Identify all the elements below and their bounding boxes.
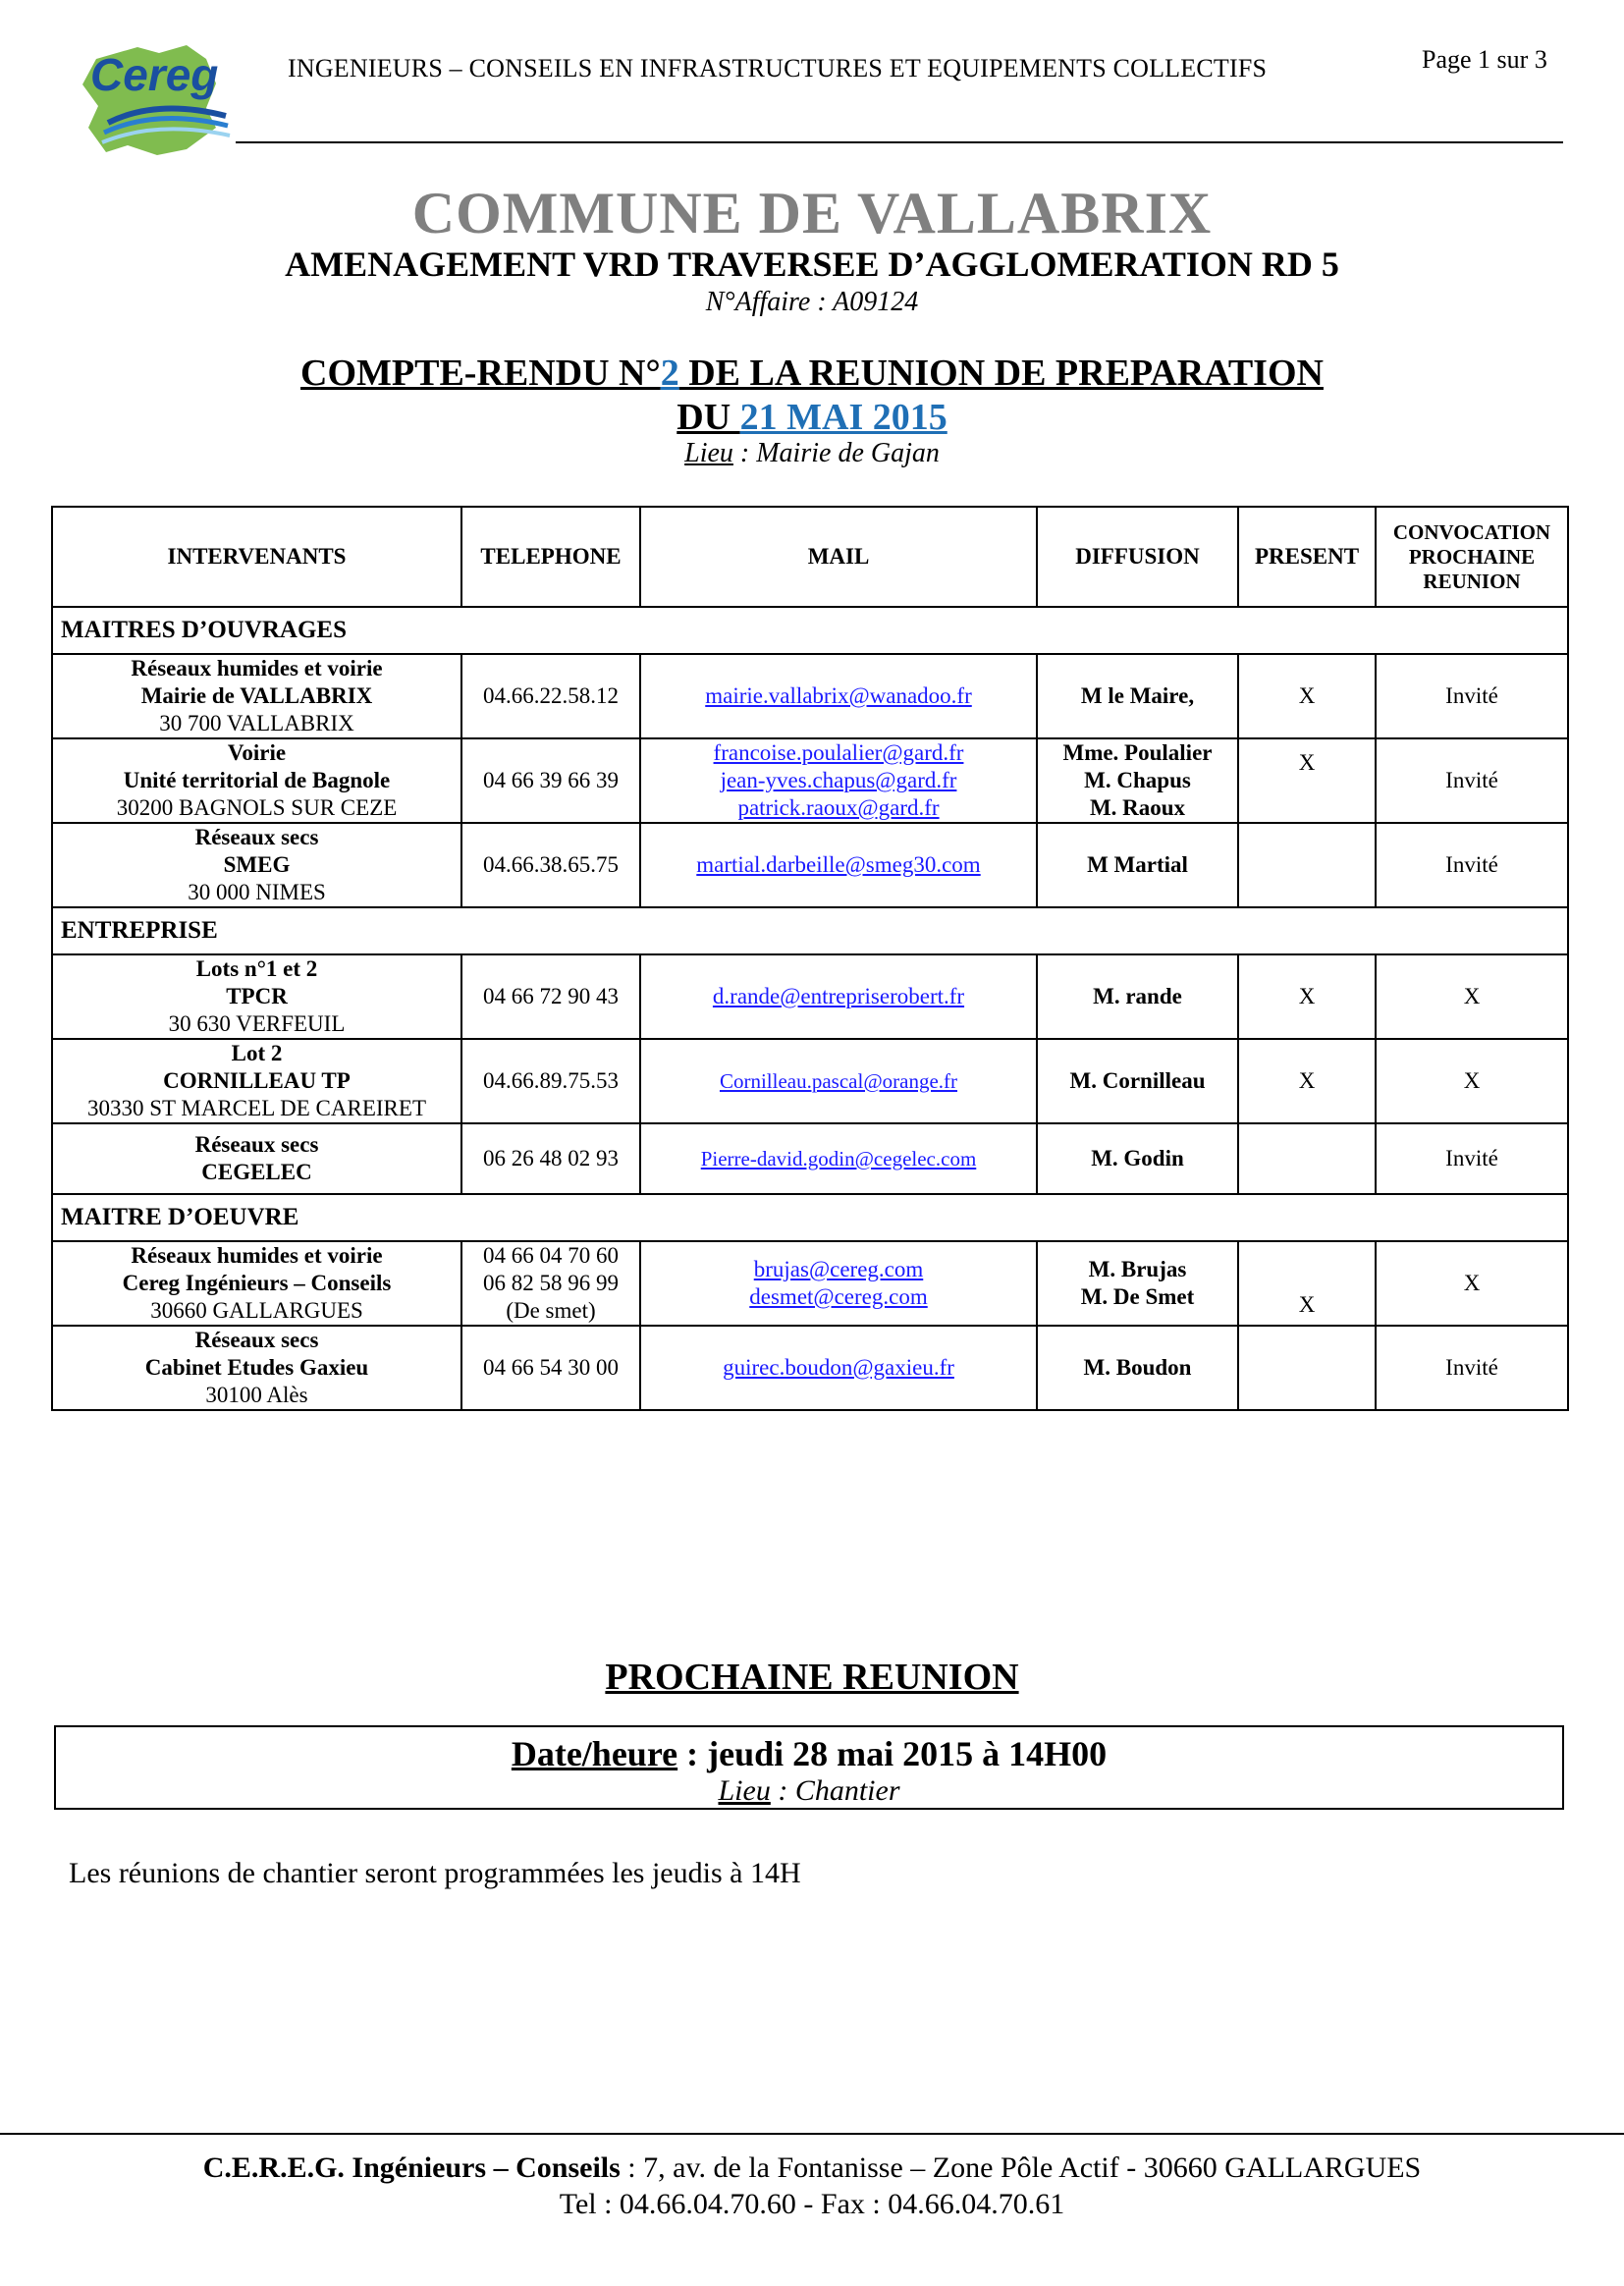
affaire-number: N°Affaire : A09124 bbox=[705, 287, 919, 317]
table-row bbox=[52, 823, 1568, 907]
email-link[interactable]: Pierre-david.godin@cegelec.com bbox=[700, 1147, 977, 1170]
diffusion-cell bbox=[1037, 1123, 1238, 1194]
diffusion-name: M. Raoux bbox=[1089, 795, 1186, 820]
city: 30200 BAGNOLS SUR CEZE bbox=[116, 795, 398, 820]
email-link[interactable]: francoise.poulalier@gard.fr bbox=[713, 740, 964, 765]
role: Réseaux secs bbox=[194, 1132, 319, 1157]
diffusion-name: M. De Smet bbox=[1080, 1284, 1195, 1309]
phone-cell bbox=[461, 823, 640, 907]
email-link[interactable]: martial.darbeille@smeg30.com bbox=[696, 852, 981, 877]
phone-cell bbox=[461, 654, 640, 738]
present-cell: X bbox=[1238, 1039, 1376, 1123]
phone-cell bbox=[461, 1123, 640, 1194]
project-title: AMENAGEMENT VRD TRAVERSEE D’AGGLOMERATION RD 5 bbox=[285, 245, 1339, 284]
cr-prefix: COMPTE-RENDU N° bbox=[300, 353, 661, 394]
header-mail: MAIL bbox=[640, 507, 1037, 607]
mail-cell bbox=[640, 823, 1037, 907]
diffusion-cell bbox=[1037, 1039, 1238, 1123]
phone-number: (De smet) bbox=[506, 1298, 596, 1323]
diffusion-name: M. Chapus bbox=[1084, 768, 1191, 792]
present-cell bbox=[1238, 1326, 1376, 1410]
phone-cell bbox=[461, 1241, 640, 1326]
diffusion-cell bbox=[1037, 823, 1238, 907]
convocation-cell: Invité bbox=[1376, 738, 1568, 823]
date-value: 21 MAI 2015 bbox=[739, 397, 947, 438]
schedule-note: Les réunions de chantier seront programmées les jeudis à 14H bbox=[69, 1857, 801, 1889]
city: 30100 Alès bbox=[205, 1383, 308, 1407]
table-header-row bbox=[52, 507, 1568, 607]
diffusion-name: M. Boudon bbox=[1083, 1355, 1192, 1380]
email-link[interactable]: Cornilleau.pascal@orange.fr bbox=[719, 1069, 958, 1093]
intervenant-cell bbox=[52, 1241, 461, 1326]
email-link[interactable]: mairie.vallabrix@wanadoo.fr bbox=[705, 683, 972, 708]
header-intervenants: INTERVENANTS bbox=[52, 507, 461, 607]
header-telephone: TELEPHONE bbox=[461, 507, 640, 607]
role: Réseaux humides et voirie bbox=[131, 1243, 383, 1268]
mail-cell bbox=[640, 1039, 1037, 1123]
diffusion-cell bbox=[1037, 954, 1238, 1039]
du-prefix: DU bbox=[677, 397, 740, 438]
date-label: Date/heure bbox=[511, 1734, 678, 1773]
intervenant-cell bbox=[52, 823, 461, 907]
logo-text: Cereg bbox=[90, 49, 219, 100]
date-text: : jeudi 28 mai 2015 à 14H00 bbox=[677, 1734, 1108, 1773]
phone-number: 04.66.38.65.75 bbox=[483, 852, 619, 877]
phone-cell bbox=[461, 954, 640, 1039]
section-row bbox=[52, 607, 1568, 654]
phone-number: 04 66 04 70 60 bbox=[483, 1243, 619, 1268]
header-present: PRESENT bbox=[1238, 507, 1376, 607]
email-link[interactable]: jean-yves.chapus@gard.fr bbox=[720, 768, 957, 792]
meeting-place bbox=[0, 438, 1624, 469]
organization: TPCR bbox=[226, 984, 288, 1008]
participants-table bbox=[51, 506, 1569, 1411]
organization: SMEG bbox=[223, 852, 291, 877]
intervenant-cell bbox=[52, 738, 461, 823]
intervenant-cell bbox=[52, 954, 461, 1039]
intervenant-cell bbox=[52, 1123, 461, 1194]
mail-cell bbox=[640, 1123, 1037, 1194]
next-meeting-box bbox=[54, 1725, 1564, 1810]
mail-cell bbox=[640, 1241, 1037, 1326]
convocation-cell: X bbox=[1376, 1039, 1568, 1123]
meeting-date bbox=[0, 396, 1624, 439]
role: Réseaux humides et voirie bbox=[131, 656, 383, 680]
email-link[interactable]: desmet@cereg.com bbox=[749, 1284, 928, 1309]
header-diffusion: DIFFUSION bbox=[1037, 507, 1238, 607]
present-cell bbox=[1238, 823, 1376, 907]
footer-address-text: : 7, av. de la Fontanisse – Zone Pôle Actif - 30660 GALLARGUES bbox=[620, 2151, 1422, 2184]
footer-contact: Tel : 04.66.04.70.60 - Fax : 04.66.04.70.61 bbox=[559, 2188, 1065, 2220]
intervenant-cell bbox=[52, 1039, 461, 1123]
mail-cell bbox=[640, 954, 1037, 1039]
section-title: MAITRES D’OUVRAGES bbox=[52, 607, 1568, 654]
present-cell: X bbox=[1238, 738, 1376, 823]
table-row bbox=[52, 1326, 1568, 1410]
table-row bbox=[52, 654, 1568, 738]
city: 30 630 VERFEUIL bbox=[168, 1011, 346, 1036]
lieu-value: : Mairie de Gajan bbox=[732, 438, 940, 468]
convocation-cell: X bbox=[1376, 1241, 1568, 1326]
role: Réseaux secs bbox=[194, 1328, 319, 1352]
phone-number: 04 66 72 90 43 bbox=[483, 984, 619, 1008]
role: Lots n°1 et 2 bbox=[195, 956, 318, 981]
header-convocation: CONVOCATION PROCHAINE REUNION bbox=[1376, 507, 1568, 607]
city: 30660 GALLARGUES bbox=[150, 1298, 363, 1323]
table-row bbox=[52, 1241, 1568, 1326]
company-line: INGENIEURS – CONSEILS EN INFRASTRUCTURES ET EQUIPEMENTS COLLECTIFS bbox=[288, 54, 1268, 82]
compte-rendu-title bbox=[0, 352, 1624, 395]
phone-number: 04 66 54 30 00 bbox=[483, 1355, 619, 1380]
intervenant-cell bbox=[52, 1326, 461, 1410]
city: 30 700 VALLABRIX bbox=[159, 711, 354, 735]
phone-cell bbox=[461, 738, 640, 823]
convocation-cell: Invité bbox=[1376, 1326, 1568, 1410]
convocation-cell: Invité bbox=[1376, 1123, 1568, 1194]
diffusion-cell bbox=[1037, 738, 1238, 823]
present-cell: X bbox=[1238, 954, 1376, 1039]
organization: Mairie de VALLABRIX bbox=[140, 683, 373, 708]
diffusion-cell bbox=[1037, 1326, 1238, 1410]
footer-divider bbox=[0, 2133, 1624, 2135]
diffusion-name: M. rande bbox=[1093, 984, 1182, 1008]
email-link[interactable]: brujas@cereg.com bbox=[753, 1257, 924, 1281]
organization: CEGELEC bbox=[201, 1160, 312, 1184]
diffusion-name: M. Godin bbox=[1091, 1146, 1184, 1170]
phone-cell bbox=[461, 1039, 640, 1123]
city: 30 000 NIMES bbox=[188, 880, 326, 904]
table-row bbox=[52, 1039, 1568, 1123]
diffusion-name: M. Cornilleau bbox=[1069, 1068, 1206, 1093]
phone-number: 06 26 48 02 93 bbox=[483, 1146, 619, 1170]
header-divider bbox=[236, 141, 1563, 143]
phone-number: 04 66 39 66 39 bbox=[483, 768, 619, 792]
mail-cell bbox=[640, 654, 1037, 738]
footer-company: C.E.R.E.G. Ingénieurs – Conseils bbox=[202, 2151, 621, 2184]
present-cell: X bbox=[1238, 1241, 1376, 1326]
phone-number: 04.66.89.75.53 bbox=[483, 1068, 619, 1093]
convocation-cell: Invité bbox=[1376, 823, 1568, 907]
email-link[interactable]: guirec.boudon@gaxieu.fr bbox=[723, 1355, 954, 1380]
role: Lot 2 bbox=[231, 1041, 283, 1065]
convocation-cell: X bbox=[1376, 954, 1568, 1039]
city: 30330 ST MARCEL DE CAREIRET bbox=[86, 1096, 426, 1120]
phone-number: 04.66.22.58.12 bbox=[483, 683, 619, 708]
organization: CORNILLEAU TP bbox=[163, 1068, 351, 1093]
next-meeting-heading: PROCHAINE REUNION bbox=[605, 1657, 1019, 1698]
intervenant-cell bbox=[52, 654, 461, 738]
next-meeting-place bbox=[56, 1774, 1562, 1808]
present-cell bbox=[1238, 1123, 1376, 1194]
cereg-logo bbox=[69, 29, 245, 167]
phone-cell bbox=[461, 1326, 640, 1410]
table-row bbox=[52, 1123, 1568, 1194]
section-row bbox=[52, 907, 1568, 954]
table-row bbox=[52, 738, 1568, 823]
diffusion-name: Mme. Poulalier bbox=[1062, 740, 1213, 765]
section-title: ENTREPRISE bbox=[52, 907, 1568, 954]
next-meeting-date bbox=[56, 1733, 1562, 1774]
commune-title: COMMUNE DE VALLABRIX bbox=[411, 181, 1213, 245]
role: Réseaux secs bbox=[194, 825, 319, 849]
table-row bbox=[52, 954, 1568, 1039]
mail-cell bbox=[640, 738, 1037, 823]
email-link[interactable]: d.rande@entrepriserobert.fr bbox=[712, 984, 965, 1008]
footer-address bbox=[0, 2151, 1624, 2185]
lieu-label: Lieu bbox=[684, 438, 733, 468]
mail-cell bbox=[640, 1326, 1037, 1410]
present-cell: X bbox=[1238, 654, 1376, 738]
diffusion-cell bbox=[1037, 654, 1238, 738]
cr-number: 2 bbox=[660, 353, 679, 394]
place-text: : Chantier bbox=[770, 1774, 900, 1807]
place-label: Lieu bbox=[718, 1774, 771, 1807]
diffusion-name: M Martial bbox=[1087, 852, 1188, 877]
page-number: Page 1 sur 3 bbox=[1422, 45, 1547, 74]
organization: Unité territorial de Bagnole bbox=[123, 768, 391, 792]
convocation-cell: Invité bbox=[1376, 654, 1568, 738]
role: Voirie bbox=[227, 740, 287, 765]
diffusion-name: M. Brujas bbox=[1088, 1257, 1187, 1281]
diffusion-cell bbox=[1037, 1241, 1238, 1326]
organization: Cereg Ingénieurs – Conseils bbox=[122, 1271, 392, 1295]
cr-suffix: DE LA REUNION DE PREPARATION bbox=[678, 353, 1324, 394]
section-title: MAITRE D’OEUVRE bbox=[52, 1194, 1568, 1241]
organization: Cabinet Etudes Gaxieu bbox=[144, 1355, 369, 1380]
phone-number: 06 82 58 96 99 bbox=[483, 1271, 619, 1295]
section-row bbox=[52, 1194, 1568, 1241]
diffusion-name: M le Maire, bbox=[1080, 683, 1195, 708]
email-link[interactable]: patrick.raoux@gard.fr bbox=[737, 795, 940, 820]
